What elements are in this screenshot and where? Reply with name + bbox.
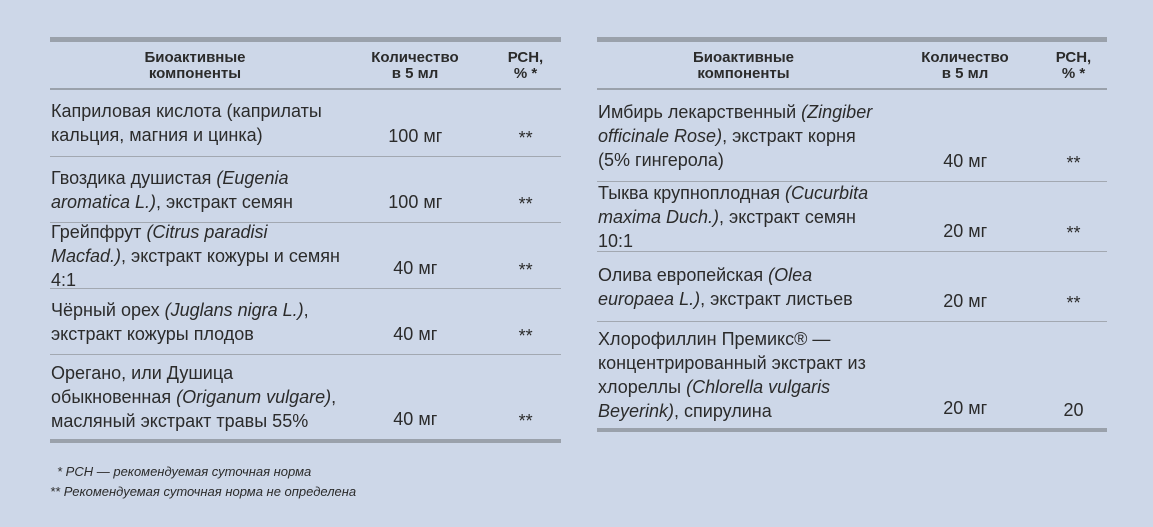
component-cell bbox=[597, 90, 890, 181]
component-cell bbox=[597, 252, 890, 321]
rsn-cell: ** bbox=[518, 194, 533, 214]
table-row bbox=[597, 252, 1107, 322]
rsn-cell: ** bbox=[518, 128, 533, 148]
table-header bbox=[597, 37, 1107, 90]
rsn-cell: 20 bbox=[1063, 400, 1084, 420]
latin-name: (Zingiber officinale Rose) bbox=[598, 101, 873, 146]
footnote-undefined: ** Рекомендуемая суточная норма не определена bbox=[50, 484, 357, 499]
header-amount: Количество в 5 мл bbox=[371, 49, 459, 82]
component-cell bbox=[597, 322, 890, 428]
table-row bbox=[50, 355, 561, 443]
component-text: Гвоздика душистая bbox=[51, 167, 217, 188]
amount-cell: 20 мг bbox=[943, 291, 988, 311]
amount-cell: 100 мг bbox=[388, 192, 443, 212]
header-component: Биоактивные компоненты bbox=[144, 49, 246, 82]
header-rsn: РСН, % * bbox=[1055, 49, 1092, 82]
amount-cell: 40 мг bbox=[943, 151, 988, 171]
component-text: , экстракт листьев bbox=[700, 288, 853, 309]
amount-cell: 100 мг bbox=[388, 126, 443, 146]
rsn-cell: ** bbox=[518, 411, 533, 431]
component-text: Тыква крупноплодная bbox=[598, 182, 786, 203]
rsn-cell: ** bbox=[1066, 293, 1081, 313]
rsn-cell: ** bbox=[1066, 153, 1081, 173]
table-body bbox=[50, 90, 561, 443]
table-body bbox=[597, 90, 1107, 432]
component-cell bbox=[50, 157, 340, 222]
component-name bbox=[598, 181, 890, 253]
latin-name: (Origanum vulgare) bbox=[176, 387, 332, 407]
amount-cell: 40 мг bbox=[393, 409, 438, 429]
table-row bbox=[50, 90, 561, 157]
table-row bbox=[50, 157, 561, 223]
latin-name: (Citrus paradisi Macfad.) bbox=[51, 221, 268, 266]
header-rsn: РСН, % * bbox=[507, 49, 544, 82]
component-text: Олива европейская bbox=[598, 264, 769, 285]
component-name bbox=[598, 100, 890, 172]
table-row bbox=[597, 322, 1107, 432]
component-name bbox=[51, 361, 340, 433]
component-name bbox=[51, 220, 340, 292]
component-text: Чёрный орех bbox=[51, 299, 165, 320]
component-cell bbox=[50, 90, 340, 156]
component-cell bbox=[50, 223, 340, 288]
component-text: , спирулина bbox=[674, 401, 772, 421]
table-header bbox=[50, 37, 561, 90]
component-cell bbox=[50, 289, 340, 354]
component-text: , экстракт семян bbox=[156, 191, 293, 212]
component-name bbox=[598, 327, 890, 423]
component-name bbox=[51, 99, 340, 147]
component-text: Хлорофиллин Премикс® — концентрированный экстракт из хлореллы bbox=[598, 329, 866, 397]
component-text: Грейпфрут bbox=[51, 221, 147, 242]
header-component: Биоактивные компоненты bbox=[692, 49, 794, 82]
component-text: , экстракт корня (5% гингерола) bbox=[598, 125, 856, 170]
component-text: , экстракт кожуры плодов bbox=[51, 299, 309, 344]
component-name bbox=[51, 298, 340, 346]
right-table bbox=[597, 37, 1107, 432]
table-row bbox=[597, 182, 1107, 252]
component-text: Каприловая кислота (каприлаты кальция, магния и цинка) bbox=[51, 101, 322, 145]
amount-cell: 20 мг bbox=[943, 221, 988, 241]
component-text: Имбирь лекарственный bbox=[598, 101, 802, 122]
latin-name: (Eugenia aromatica L.) bbox=[51, 167, 289, 212]
footnote-rsn: * РСН — рекомендуемая суточная норма bbox=[57, 464, 312, 479]
rsn-cell: ** bbox=[518, 326, 533, 346]
table-row bbox=[50, 289, 561, 355]
component-text: Орегано, или Душица обыкновенная bbox=[51, 363, 234, 407]
table-row bbox=[50, 223, 561, 289]
amount-cell: 40 мг bbox=[393, 258, 438, 278]
component-name bbox=[598, 263, 890, 311]
header-amount: Количество в 5 мл bbox=[921, 49, 1009, 82]
table-row bbox=[597, 90, 1107, 182]
component-cell bbox=[50, 355, 340, 439]
latin-name: (Chlorella vulgaris Beyerink) bbox=[598, 377, 831, 421]
component-text: , масляный экстракт травы 55% bbox=[51, 387, 337, 431]
amount-cell: 40 мг bbox=[393, 324, 438, 344]
rsn-cell: ** bbox=[518, 260, 533, 280]
rsn-cell: ** bbox=[1066, 223, 1081, 243]
component-name bbox=[51, 166, 340, 214]
component-cell bbox=[597, 182, 890, 251]
component-text: , экстракт кожуры и семян 4:1 bbox=[51, 245, 340, 290]
latin-name: (Juglans nigra L.) bbox=[164, 299, 304, 320]
component-text: , экстракт семян 10:1 bbox=[598, 206, 856, 251]
latin-name: (Olea europaea L.) bbox=[598, 264, 813, 309]
latin-name: (Cucurbita maxima Duch.) bbox=[598, 182, 869, 227]
left-table bbox=[50, 37, 561, 443]
footnotes bbox=[50, 462, 356, 502]
amount-cell: 20 мг bbox=[943, 398, 988, 418]
